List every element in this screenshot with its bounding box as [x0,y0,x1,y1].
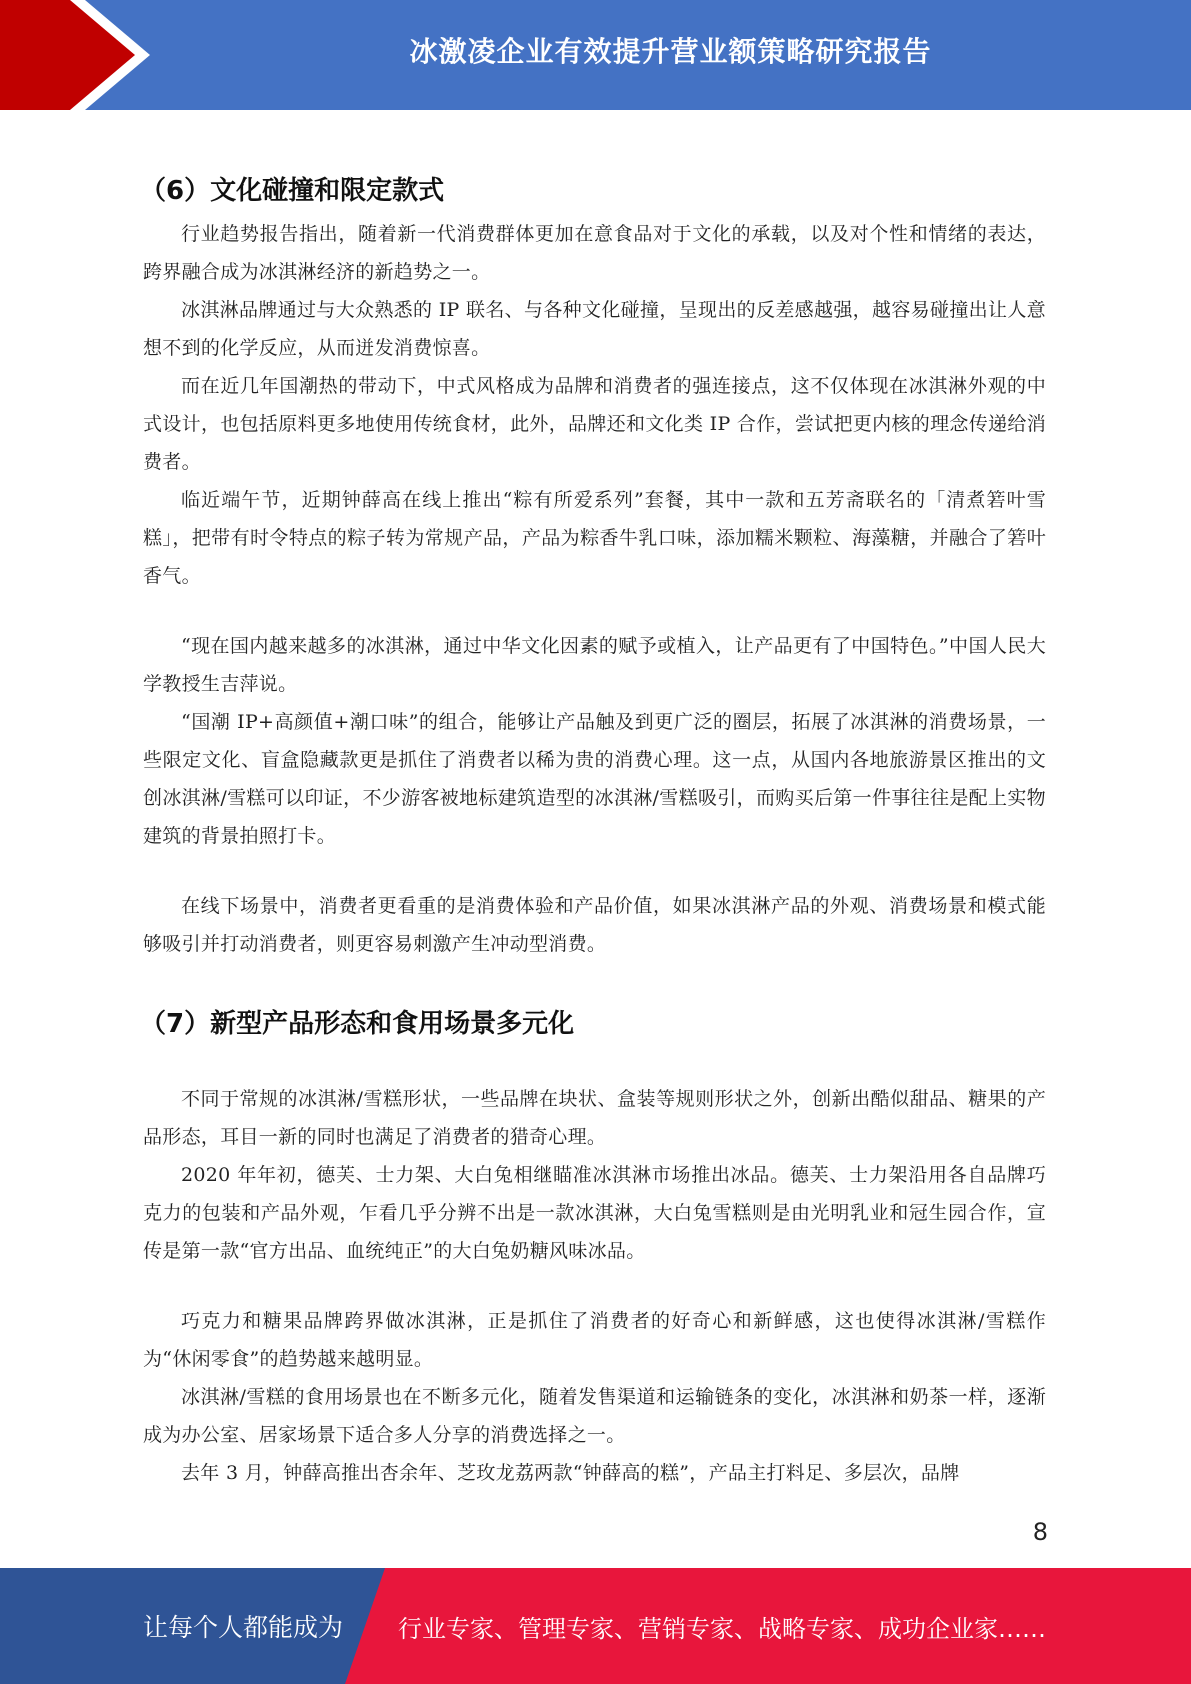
footer-slogan-left: 让每个人都能成为 [143,1613,344,1642]
header-arrow-graphic [0,0,160,110]
paragraph: 行业趋势报告指出，随着新一代消费群体更加在意食品对于文化的承载，以及对个性和情绪的表达，跨界融合成为冰淇淋经济的新趋势之一。 [143,223,1046,283]
paragraph: 去年 3 月，钟薛高推出杏余年、芝玫龙荔两款“钟薛高的糕”，产品主打料足、多层次，品牌 [181,1462,960,1484]
paragraph: “现在国内越来越多的冰淇淋，通过中华文化因素的赋予或植入，让产品更有了中国特色。”中国人民大学教授生吉萍说。 [143,635,1046,695]
paragraph: 2020 年年初，德芙、士力架、大白兔相继瞄准冰淇淋市场推出冰品。德芙、士力架沿用各自品牌巧克力的包装和产品外观，乍看几乎分辨不出是一款冰淇淋，大白兔雪糕则是由光明乳业和冠生园合作，宣传是第一款“官方出品、血统纯正”的大白兔奶糖风味冰品。 [143,1164,1046,1262]
spacer [143,595,1046,627]
page-header [0,0,1191,110]
spacer [143,1270,1046,1302]
paragraph: 不同于常规的冰淇淋/雪糕形状，一些品牌在块状、盒装等规则形状之外，创新出酷似甜品、糖果的产品形态，耳目一新的同时也满足了消费者的猎奇心理。 [143,1088,1046,1148]
report-title: 冰激凌企业有效提升营业额策略研究报告 [409,35,932,68]
paragraph: 而在近几年国潮热的带动下，中式风格成为品牌和消费者的强连接点，这不仅体现在冰淇淋外观的中式设计，也包括原料更多地使用传统食材，此外，品牌还和文化类 IP 合作，尝试把更内核的理念传递给消费者。 [143,375,1046,473]
paragraph: 临近端午节，近期钟薛高在线上推出“粽有所爱系列”套餐，其中一款和五芳斋联名的「清煮箬叶雪糕」，把带有时令特点的粽子转为常规产品，产品为粽香牛乳口味，添加糯米颗粒、海藻糖，并融合了箬叶香气。 [143,489,1046,587]
paragraph: “国潮 IP+高颜值+潮口味”的组合，能够让产品触及到更广泛的圈层，拓展了冰淇淋的消费场景，一些限定文化、盲盒隐藏款更是抓住了消费者以稀为贵的消费心理。这一点，从国内各地旅游景区推出的文创冰淇淋/雪糕可以印证，不少游客被地标建筑造型的冰淇淋/雪糕吸引，而购买后第一件事往往是配上实物建筑的背景拍照打卡。 [143,711,1046,847]
spacer [143,1048,1046,1080]
paragraph: 冰淇淋品牌通过与大众熟悉的 IP 联名、与各种文化碰撞，呈现出的反差感越强，越容易碰撞出让人意想不到的化学反应，从而迸发消费惊喜。 [143,299,1046,359]
section-7-heading: （7）新型产品形态和食用场景多元化 [140,1009,575,1039]
footer-slogan-right: 行业专家、管理专家、营销专家、战略专家、成功企业家…… [398,1614,1046,1643]
spacer [143,963,1046,993]
paragraph: 在线下场景中，消费者更看重的是消费体验和产品价值，如果冰淇淋产品的外观、消费场景和模式能够吸引并打动消费者，则更容易刺激产生冲动型消费。 [143,895,1046,955]
main-content [140,160,1046,1492]
page-number: 8 [1032,1518,1048,1546]
page-footer [0,1568,1191,1684]
spacer [143,855,1046,887]
paragraph: 冰淇淋/雪糕的食用场景也在不断多元化，随着发售渠道和运输链条的变化，冰淇淋和奶茶一样，逐渐成为办公室、居家场景下适合多人分享的消费选择之一。 [143,1386,1046,1446]
paragraph: 巧克力和糖果品牌跨界做冰淇淋，正是抓住了消费者的好奇心和新鲜感，这也使得冰淇淋/雪糕作为“休闲零食”的趋势越来越明显。 [143,1310,1046,1370]
section-6-heading: （6）文化碰撞和限定款式 [140,176,445,206]
